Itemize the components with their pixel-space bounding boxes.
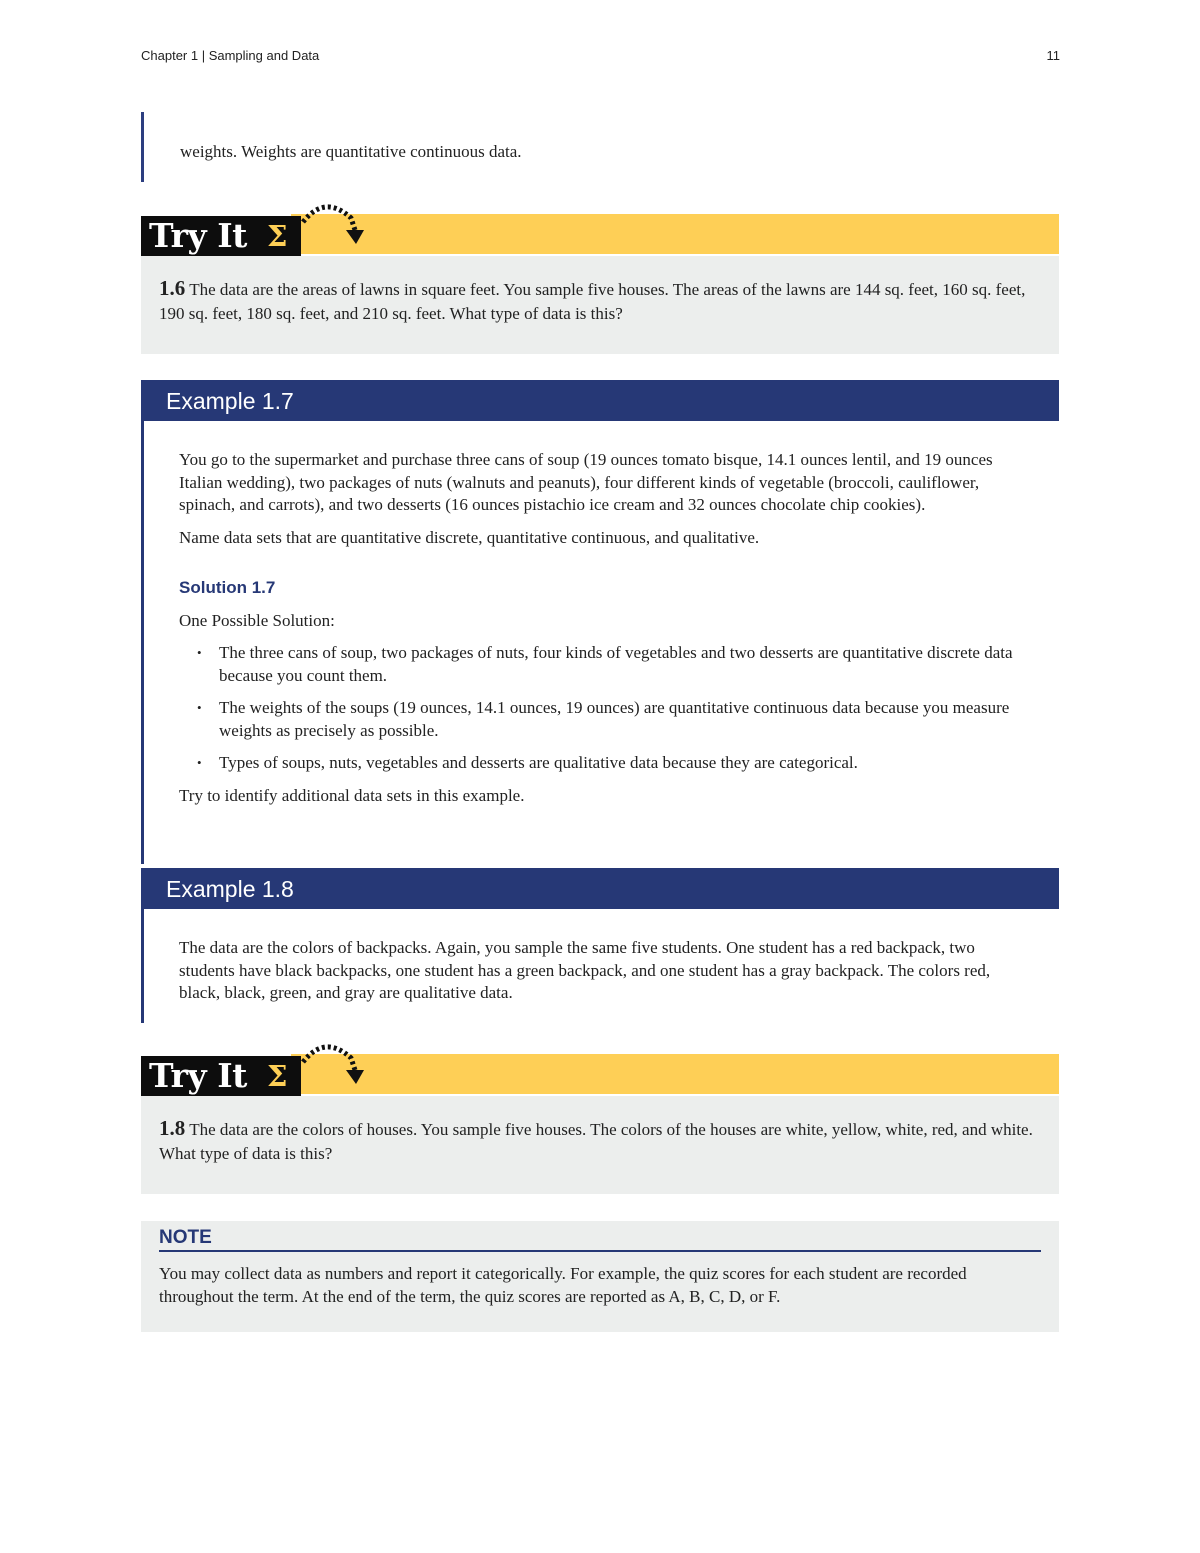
example-1-8	[141, 868, 1059, 1023]
example-title: Example 1.7	[141, 380, 1059, 421]
try-it-yellow-band	[291, 1054, 1059, 1094]
sigma-icon: Σ	[267, 1059, 288, 1093]
example-title: Example 1.8	[141, 868, 1059, 909]
solution-intro: One Possible Solution:	[179, 610, 335, 630]
solution-list	[179, 642, 1023, 775]
solution-closing: Try to identify additional data sets in this example.	[179, 785, 525, 805]
exercise-text: The data are the colors of houses. You sample five houses. The colors of the houses are white, yellow, white, red, and white. What type of data is this?	[159, 1120, 1033, 1163]
note-title: NOTE	[159, 1227, 1041, 1252]
try-it-label: Try It	[141, 1056, 301, 1096]
note-text: You may collect data as numbers and report it categorically. For example, the quiz scores for each student are recorded throughout the term. At the end of the term, the quiz scores are reported as A, B, C, D, or F.	[159, 1264, 967, 1306]
try-it-exercise	[141, 256, 1059, 354]
list-item: • Types of soups, nuts, vegetables and desserts are qualitative data because they are categorical.	[219, 752, 1023, 775]
example-body	[141, 421, 1059, 864]
solution-title: Solution 1.7	[179, 578, 276, 597]
sigma-icon: Σ	[267, 219, 288, 253]
try-it-label: Try It	[141, 216, 301, 256]
list-item: • The three cans of soup, two packages of nuts, four kinds of vegetables and two desserts are quantitative discrete data because you count them.	[219, 642, 1023, 687]
try-it-banner	[141, 1054, 1059, 1096]
try-it-exercise	[141, 1096, 1059, 1194]
try-it-box-1-8	[141, 1054, 1059, 1194]
running-header-chapter: Chapter 1 | Sampling and Data	[141, 48, 320, 63]
continuation-text: weights. Weights are quantitative continuous data.	[180, 142, 522, 161]
exercise-text: The data are the areas of lawns in square feet. You sample five houses. The areas of the lawns are 144 sq. feet, 160 sq. feet, 190 sq. feet, 180 sq. feet, and 210 sq. feet. What type of data is this?	[159, 280, 1026, 323]
continuation-block	[141, 112, 1062, 182]
try-it-yellow-band	[291, 214, 1059, 254]
curved-arrow-icon	[299, 200, 369, 252]
example-paragraph: You go to the supermarket and purchase three cans of soup (19 ounces tomato bisque, 14.1 ounces lentil, and 19 ounces Italian wedding), two packages of nuts (walnuts and peanuts), four different kinds of vegetable (broccoli, cauliflower, spinach, and carrots), and two desserts (16 ounces pistachio ice cream and 32 ounces chocolate chip cookies).	[179, 450, 993, 514]
note-box	[141, 1221, 1059, 1332]
try-it-banner	[141, 214, 1059, 256]
example-paragraph: The data are the colors of backpacks. Again, you sample the same five students. One student has a red backpack, two students have black backpacks, one student has a green backpack, and one student has a gray backpack. The colors red, black, black, green, and gray are qualitative data.	[179, 938, 991, 1002]
page-number: 11	[1046, 48, 1060, 63]
exercise-number: 1.6	[159, 276, 186, 300]
curved-arrow-icon	[299, 1040, 369, 1092]
example-body	[141, 909, 1059, 1023]
example-question: Name data sets that are quantitative discrete, quantitative continuous, and qualitative.	[179, 527, 760, 547]
try-it-box-1-6	[141, 214, 1059, 354]
example-1-7	[141, 380, 1059, 864]
exercise-number: 1.8	[159, 1116, 186, 1140]
list-item: • The weights of the soups (19 ounces, 14.1 ounces, 19 ounces) are quantitative continuous data because you measure weights as precisely as possible.	[219, 697, 1023, 742]
